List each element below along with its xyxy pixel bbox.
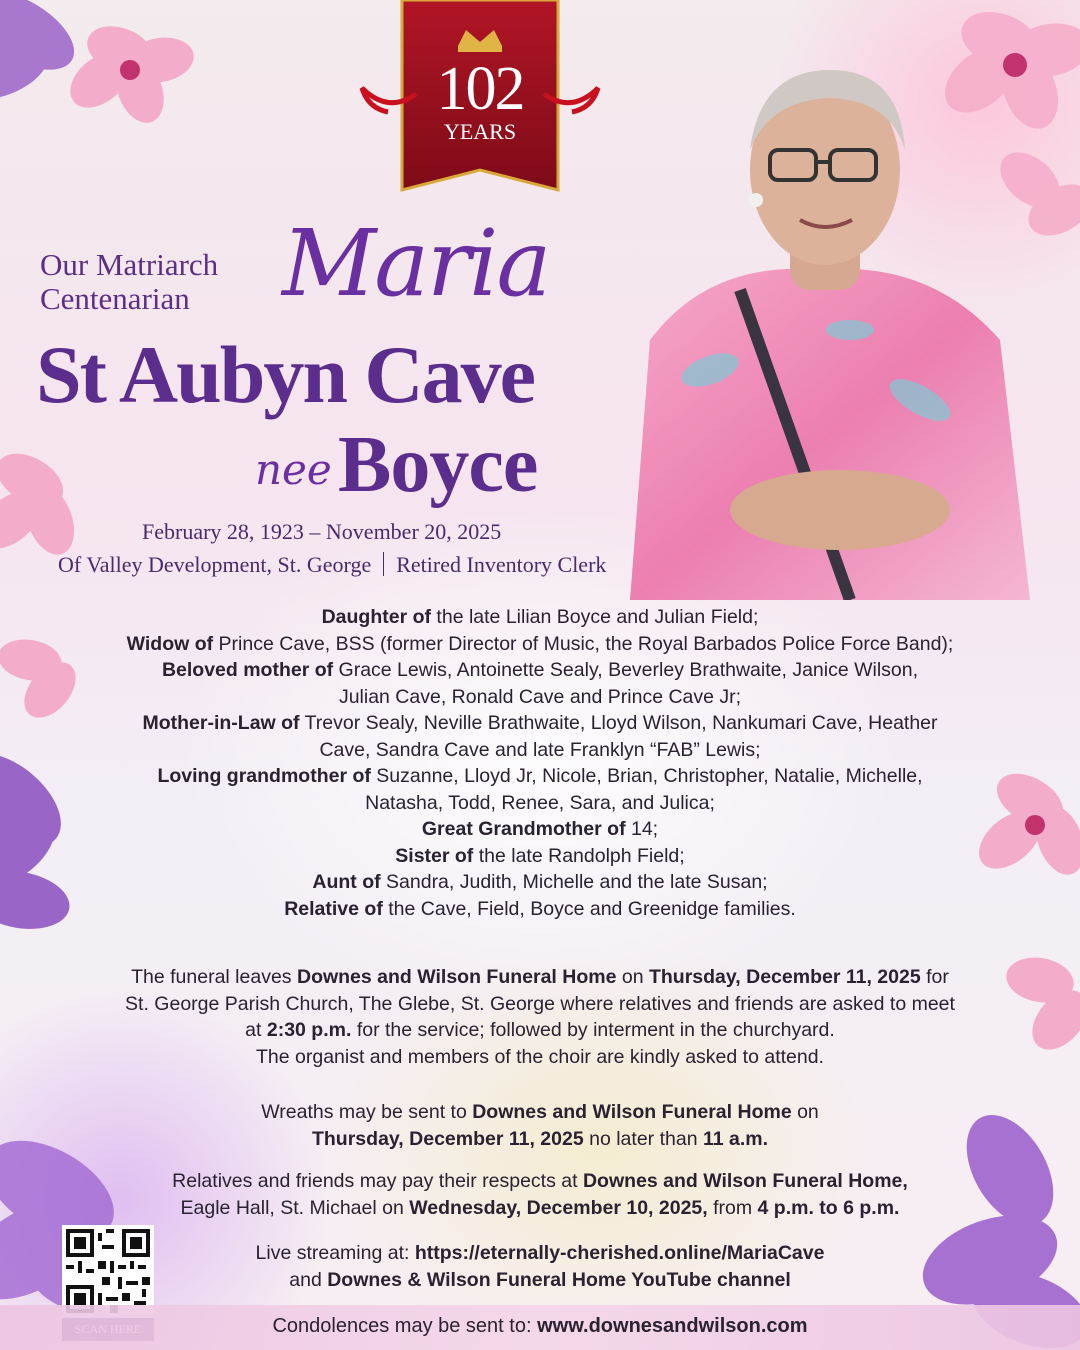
lead-line-1: Our Matriarch <box>40 247 219 282</box>
first-name: Maria <box>282 210 550 317</box>
livestream-link[interactable]: https://eternally-cherished.online/MariaCave <box>414 1242 825 1264</box>
lead-line-2: Centenarian <box>40 281 190 316</box>
relation-label: Sister of <box>395 844 474 867</box>
condolences-line <box>160 1315 920 1338</box>
residence: Of Valley Development, St. George <box>58 552 372 577</box>
flower-decoration-top-left <box>0 0 260 190</box>
surname: St Aubyn Cave <box>36 329 535 420</box>
wreaths-text: Wreaths may be sent to <box>261 1101 473 1123</box>
wreaths-details <box>60 1099 1020 1152</box>
relation-label: Widow of <box>126 632 214 655</box>
funeral-time: 2:30 p.m. <box>266 1019 352 1041</box>
wreaths-text: no later than <box>583 1127 703 1150</box>
tribute-lead <box>40 248 218 316</box>
livestream-text: Live streaming at: <box>255 1242 415 1264</box>
viewing-details <box>60 1168 1020 1221</box>
funeral-date: Thursday, December 11, 2025 <box>648 966 921 988</box>
age-number: 102 <box>436 55 524 123</box>
relation-label: Aunt of <box>312 871 381 893</box>
choir-note: The organist and members of the choir are kindly asked to attend. <box>256 1045 824 1068</box>
relation-label: Daughter of <box>321 606 432 628</box>
relation-text: Suzanne, Lloyd Jr, Nicole, Brian, Christopher, Natalie, Michelle, Natasha, Todd, Renee, Sara, and Julica; <box>365 765 923 814</box>
life-dates: February 28, 1923 – November 20, 2025 <box>142 519 502 544</box>
relation-text: Grace Lewis, Antoinette Sealy, Beverley Brathwaite, Janice Wilson, Julian Cave, Ronald Cave and Prince Cave Jr; <box>333 659 919 708</box>
viewing-text: Eagle Hall, St. Michael on <box>180 1196 410 1219</box>
relation-text: Prince Cave, BSS (former Director of Music, the Royal Barbados Police Force Band); <box>213 632 954 655</box>
portrait-photo <box>590 40 1050 600</box>
funeral-text: on <box>616 966 649 988</box>
condolences-link[interactable]: www.downesandwilson.com <box>537 1315 808 1337</box>
relation-label: Mother-in-Law of <box>142 712 300 734</box>
residence-occupation <box>58 552 606 578</box>
funeral-text: for St. George Parish Church, The Glebe, St. George where relatives and friends are asked to meet at <box>125 966 955 1041</box>
funeral-details <box>60 964 1020 1070</box>
family-entry <box>60 631 1020 658</box>
maiden-name: Boyce <box>338 421 538 509</box>
viewing-time: 4 p.m. to 6 p.m. <box>757 1196 900 1219</box>
viewing-date: Wednesday, December 10, 2025, <box>409 1196 708 1219</box>
relation-text: 14; <box>625 818 659 840</box>
wreaths-date: Thursday, December 11, 2025 <box>311 1127 584 1150</box>
viewing-text: Relatives and friends may pay their respects at <box>172 1170 583 1192</box>
family-entry <box>60 657 1020 710</box>
relation-text: Sandra, Judith, Michelle and the late Susan; <box>380 871 768 893</box>
viewing-text: from <box>707 1196 758 1219</box>
family-list <box>60 604 1020 922</box>
relation-text: Trevor Sealy, Neville Brathwaite, Lloyd Wilson, Nankumari Cave, Heather Cave, Sandra Cave and late Franklyn “FAB” Lewis; <box>299 712 938 761</box>
family-entry <box>60 604 1020 631</box>
relation-label: Loving grandmother of <box>157 765 371 787</box>
family-entry <box>60 843 1020 870</box>
relation-text: the late Lilian Boyce and Julian Field; <box>431 606 759 628</box>
family-entry <box>60 763 1020 816</box>
relation-label: Beloved mother of <box>161 659 334 681</box>
condolences-text: Condolences may be sent to: <box>272 1315 538 1337</box>
divider <box>383 552 384 576</box>
occupation: Retired Inventory Clerk <box>396 552 607 577</box>
qr-code[interactable] <box>66 1229 150 1313</box>
relation-text: the late Randolph Field; <box>473 844 685 867</box>
funeral-text: for the service; followed by interment in the churchyard. <box>351 1019 835 1041</box>
youtube-channel: Downes & Wilson Funeral Home YouTube channel <box>327 1268 791 1291</box>
funeral-home-name: Downes and Wilson Funeral Home <box>472 1101 792 1123</box>
livestream-details <box>60 1240 1020 1293</box>
age-label: YEARS <box>443 119 517 144</box>
family-entry <box>60 869 1020 896</box>
family-entry <box>60 816 1020 843</box>
family-entry <box>60 710 1020 763</box>
funeral-text: The funeral leaves <box>131 966 297 988</box>
funeral-home-name: Downes and Wilson Funeral Home, <box>582 1170 908 1192</box>
family-entry <box>60 896 1020 923</box>
funeral-home-name: Downes and Wilson Funeral Home <box>296 966 617 988</box>
relation-text: the Cave, Field, Boyce and Greenidge families. <box>382 897 796 920</box>
nee-label: nee <box>255 445 332 494</box>
wreaths-text: on <box>791 1101 819 1123</box>
wreaths-time: 11 a.m. <box>702 1127 769 1150</box>
relation-label: Great Grandmother of <box>421 818 626 840</box>
livestream-text: and <box>289 1268 328 1291</box>
relation-label: Relative of <box>284 897 383 920</box>
